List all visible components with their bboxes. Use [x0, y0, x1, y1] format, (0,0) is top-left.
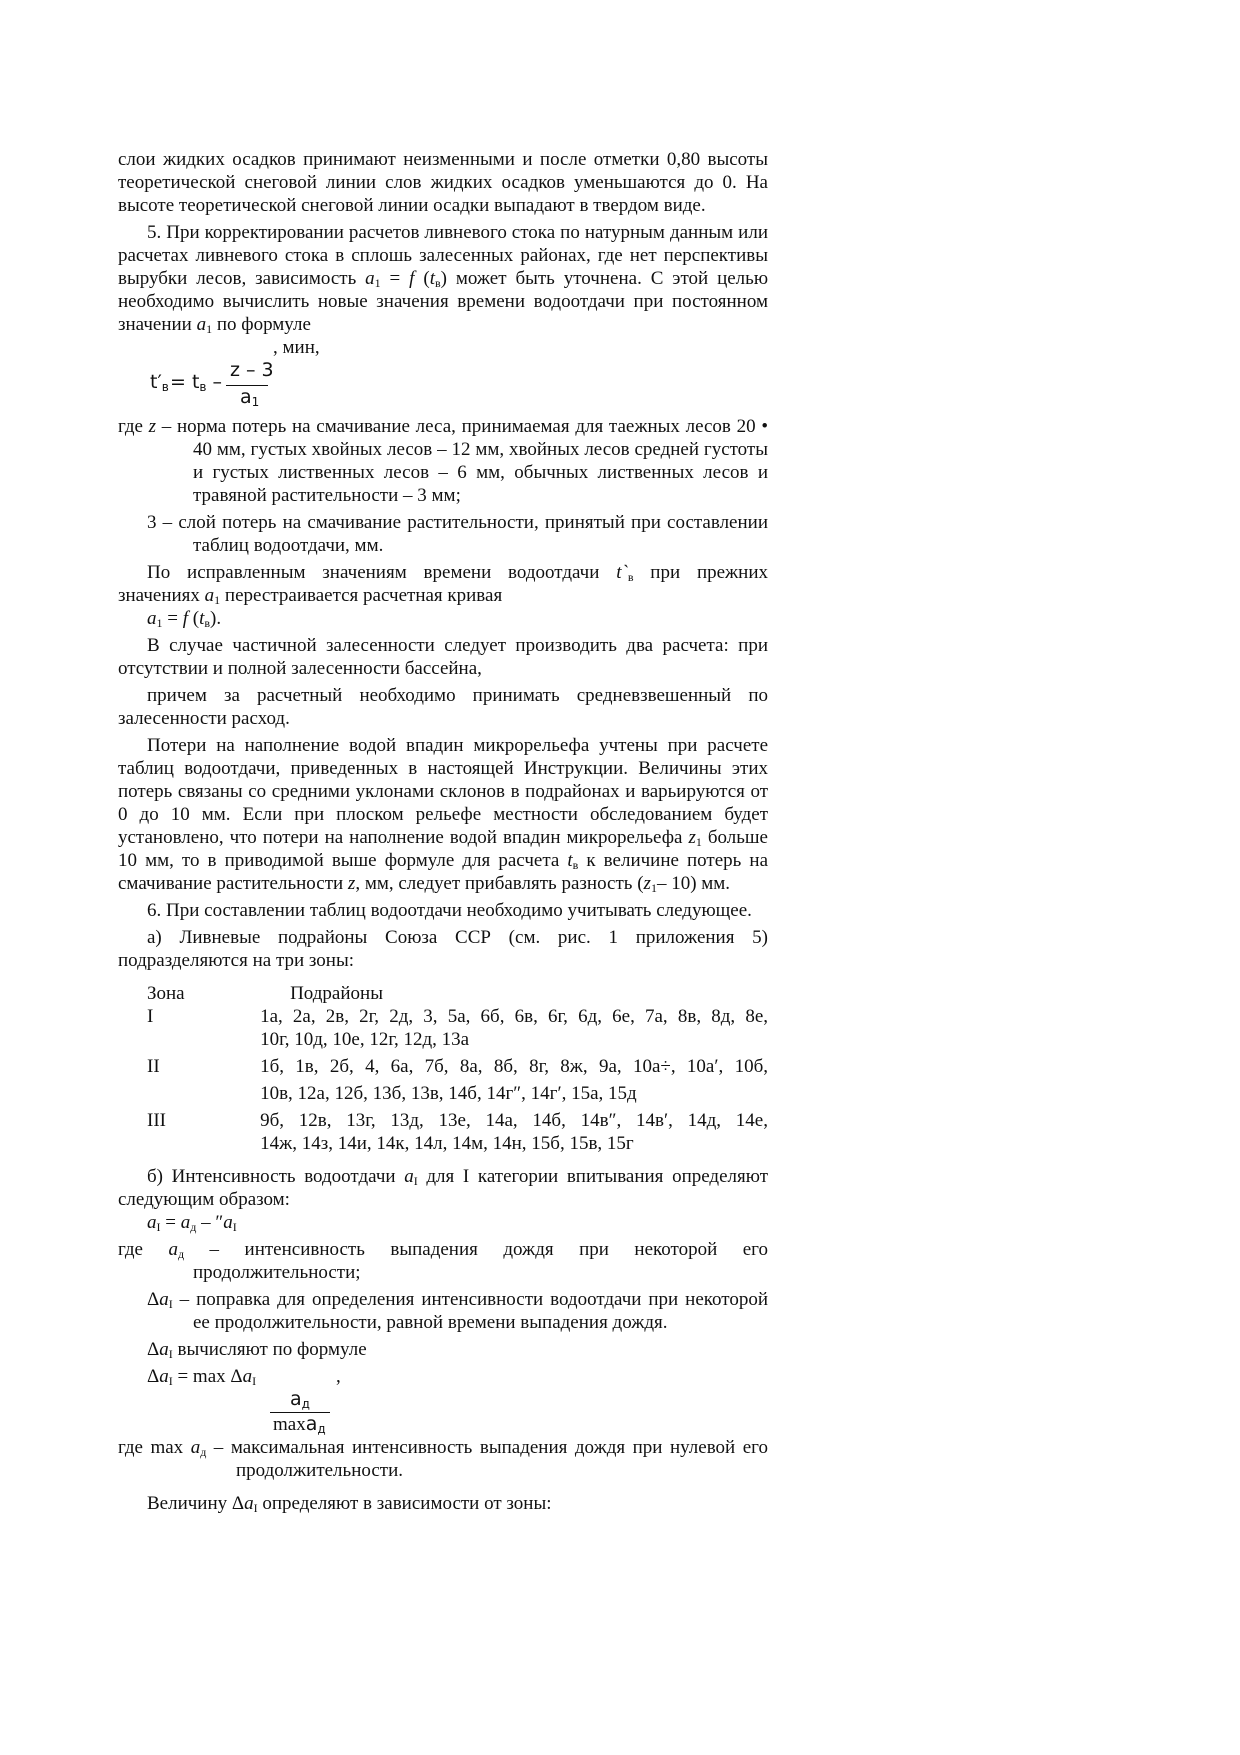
formula1-unit-line [118, 336, 768, 359]
formula2-comma: , [336, 1366, 341, 1387]
formula2-numerator: $a_д$ [290, 1388, 310, 1411]
header-zone: Зона [147, 983, 185, 1004]
formula-time-correction [118, 359, 768, 411]
paragraph-corrected-times: По исправленным значениям времени водоотдачи $t`_в$ при прежних значениях $a_1$ перестраивается расчетная кривая [118, 562, 769, 607]
zones-table [147, 982, 768, 1155]
equation-aI: $a_I = a_д - ''a_I$ [147, 1212, 237, 1234]
definition-delta-aI: $\Delta a_I$ – поправка для определения интенсивности водоотдачи при некоторой ее продолжительности, равной времени выпадения дождя. [147, 1289, 768, 1333]
subregions-cell: 1б, 1в, 2б, 4, 6а, 7б, 8а, 8б, 8г, 8ж, 9а, 10а÷, 10а′, 10б, 10в, 12а, 12б, 13б, 13в, 14б, 14г″, 14г′, 15а, 15д [260, 1056, 768, 1104]
formula1-unit: , мин, [273, 337, 320, 358]
paragraph-snow-line: слои жидких осадков принимают неизменными и после отметки 0,80 высоты теоретической снеговой линии слов жидких осадков уменьшаются до 0. На высоте теоретической снеговой линии осадки выпадают в твердом виде. [118, 149, 768, 216]
formula-delta-aI [118, 1388, 768, 1436]
paragraph-item-5: 5. При корректировании расчетов ливневого стока по натурным данным или расчетах ливневого стока в сплошь залесенных районах, где нет перспективы вырубки лесов, зависимость $a_1 = f$ $(t_в)$ может быть уточнена. С этой целью необходимо вычислить новые значения времени водоотдачи при постоянном значении $a_1$ по формуле [118, 222, 769, 336]
paragraph-delta-by-zone: Величину $\Delta a_I$ определяют в зависимости от зоны: [147, 1493, 552, 1515]
subregions-cell: 1а, 2а, 2в, 2г, 2д, 3, 5а, 6б, 6в, 6г, 6д, 6е, 7а, 8в, 8д, 8е, 10г, 10д, 10е, 12г, 12д, 13а [260, 1006, 768, 1050]
definition-max-ad: где $\max a_д$ – максимальная интенсивность выпадения дождя при нулевой его продолжительности. [118, 1437, 768, 1481]
subregions-cell: 9б, 12в, 13г, 13д, 13е, 14а, 14б, 14в″, 14в′, 14д, 14е, 14ж, 14з, 14и, 14к, 14л, 14м, 14н, 15б, 15в, 15г [260, 1110, 768, 1154]
definition-ad: где $a_д$ – интенсивность выпадения дождя при некоторой его продолжительности; [118, 1239, 768, 1283]
paragraph-item-6: 6. При составлении таблиц водоотдачи необходимо учитывать следующее. [147, 900, 752, 921]
paragraph-zones-intro: а) Ливневые подрайоны Союза ССР (см. рис. 1 приложения 5) подразделяются на три зоны: [118, 927, 768, 971]
header-subregions: Подрайоны [290, 983, 383, 1004]
table-row [147, 1005, 768, 1051]
formula1-numerator: z – 3 [230, 359, 274, 381]
formula1-denominator: $a_1$ [240, 386, 260, 409]
paragraph-intensity: б) Интенсивность водоотдачи $a_I$ для I категории впитывания определяют следующим образом: [118, 1166, 768, 1210]
formula1-rhs: = $t_в$ – [170, 371, 223, 394]
definition-3: 3 – слой потерь на смачивание растительности, принятый при составлении таблиц водоотдачи, мм. [147, 512, 768, 556]
zone-cell: II [147, 1056, 160, 1077]
definition-z: где z – норма потерь на смачивание леса, принимаемая для таежных лесов 20 • 40 мм, густых хвойных лесов – 12 мм, хвойных лесов средней густоты и густых лиственных лесов – 6 мм, обычных лиственных лесов и травяной растительности – 3 мм; [118, 416, 768, 506]
delta-aI-calc-line: $\Delta a_I$ вычисляют по формуле [147, 1339, 367, 1361]
document-page [118, 148, 768, 1515]
formula2-lhs-line [118, 1365, 768, 1388]
formula2-denominator: maxa$_д$ [273, 1413, 326, 1436]
zones-table-header [147, 982, 768, 1005]
paragraph-microrelief: Потери на наполнение водой впадин микрорельефа учтены при расчете таблиц водоотдачи, приведенных в настоящей Инструкции. Величины этих потерь связаны со средними уклонами склонов в подрайонах и варьируются от 0 до 10 мм. Если при плоском рельефе местности обследованием будет установлено, что потери на наполнение водой впадин микрорельефа $z_1$ больше 10 мм, то в приводимой выше формуле для расчета $t_в$ к величине потерь на смачивание растительности z, мм, следует прибавлять разность ($z_1-$ 10) мм. [118, 735, 769, 895]
formula1-lhs: $t'_в$ [150, 371, 169, 394]
table-row [147, 1105, 768, 1155]
zone-cell: I [147, 1006, 154, 1027]
paragraph-partial-forest: В случае частичной залесенности следует производить два расчета: при отсутствии и полной залесенности бассейна, [118, 635, 768, 679]
zone-cell: III [147, 1110, 166, 1131]
curve-equation: $a_1 = f$ $(t_в)$. [147, 608, 222, 630]
formula2-lhs: $\Delta a_I = \max \Delta a_I$ [147, 1366, 257, 1388]
table-row [147, 1051, 768, 1105]
paragraph-weighted-average: причем за расчетный необходимо принимать средневзвешенный по залесенности расход. [118, 685, 768, 729]
